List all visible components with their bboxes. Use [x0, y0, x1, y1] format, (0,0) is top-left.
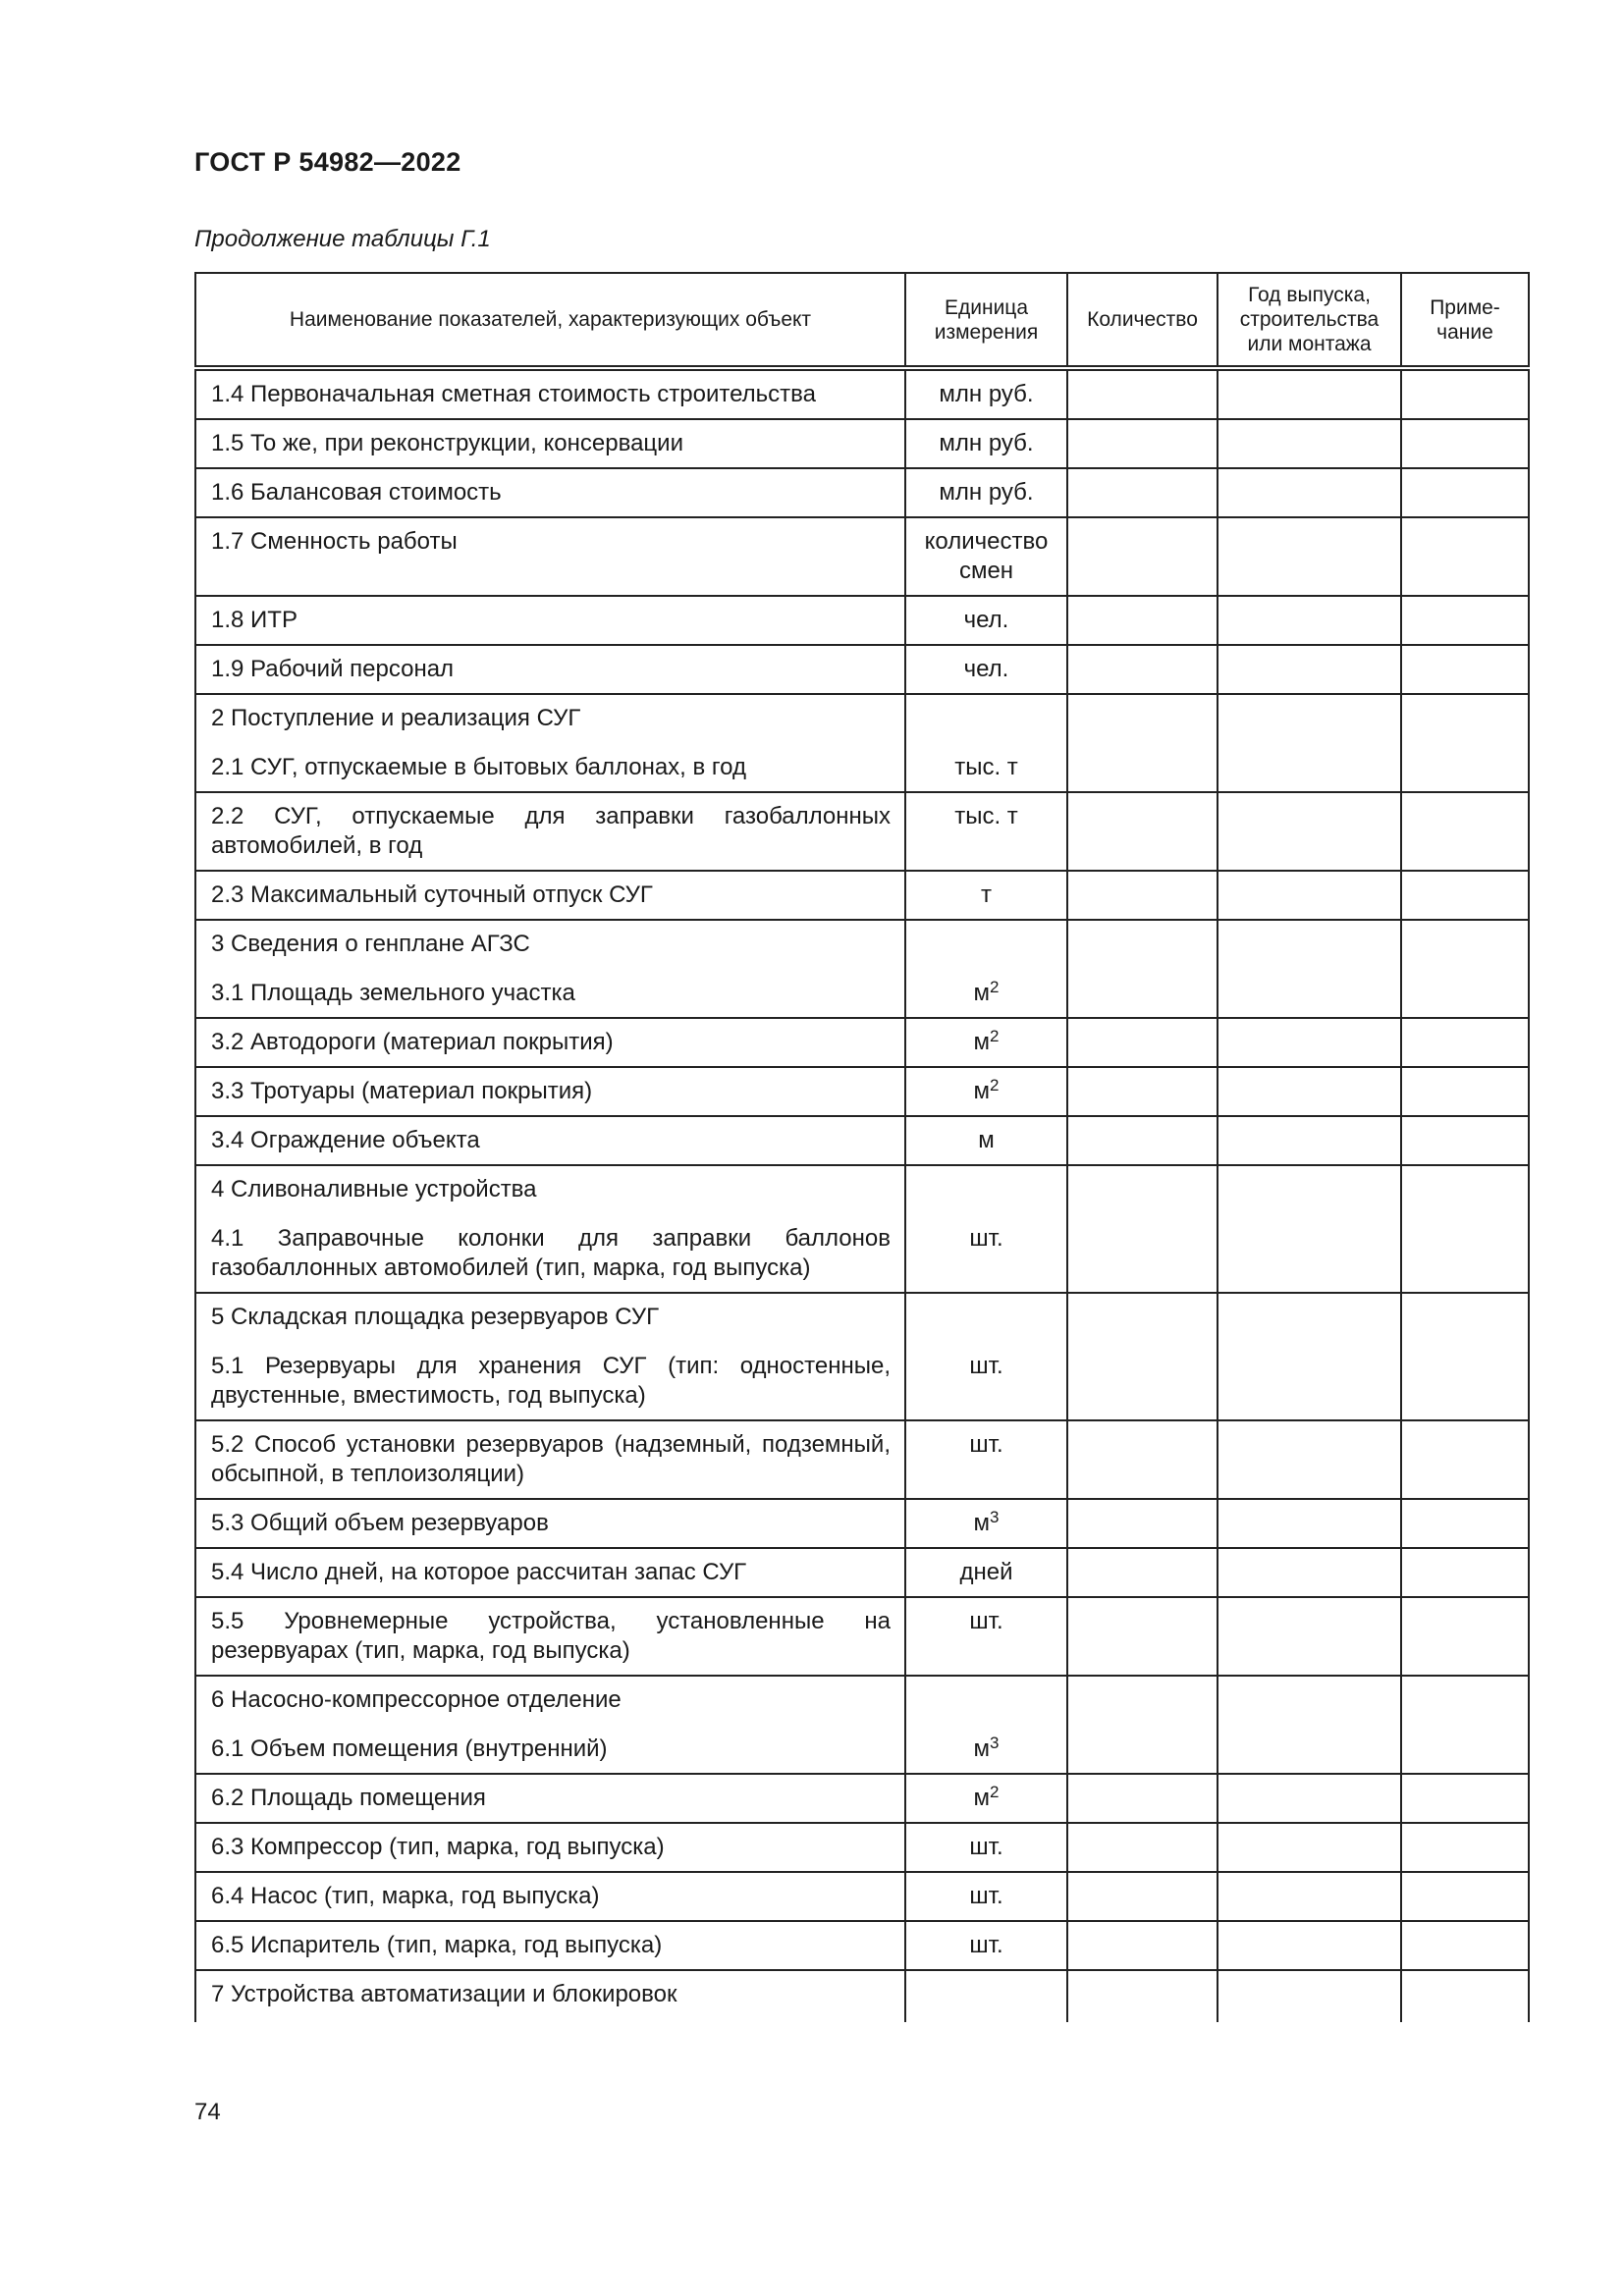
indicator-name-cell [195, 1597, 905, 1676]
col-header-year: Год выпуска, строительства или монтажа [1218, 273, 1401, 368]
unit-value [910, 979, 1062, 1008]
indicator-name: 7 Устройства автоматизации и блокировок [211, 1981, 677, 2007]
note-cell [1401, 596, 1529, 645]
unit-value [910, 606, 1062, 635]
unit-cell [905, 1116, 1067, 1165]
indicator-name-cell [195, 368, 905, 419]
indicator-name-cell [195, 468, 905, 517]
indicator-name-cell [195, 596, 905, 645]
col-header-unit: Единица измерения [905, 273, 1067, 368]
indicator-name-cell [195, 1293, 905, 1420]
table-row [195, 1499, 1529, 1548]
indicator-name: 5.4 Число дней, на которое рассчитан запас СУГ [211, 1559, 747, 1585]
indicator-name-cell [195, 1018, 905, 1067]
indicator-name: 3.1 Площадь земельного участка [211, 980, 575, 1006]
unit-text: смен [958, 558, 1014, 584]
unit-text: м [978, 1127, 995, 1153]
unit-value [910, 1430, 1062, 1460]
year-cell [1218, 517, 1401, 596]
indicator-name: 2.1 СУГ, отпускаемые в бытовых баллонах, в год [211, 754, 746, 780]
indicators-table [194, 272, 1530, 2022]
quantity-cell [1067, 596, 1218, 645]
unit-cell [905, 368, 1067, 419]
note-cell [1401, 1293, 1529, 1420]
note-cell [1401, 368, 1529, 419]
year-cell [1218, 1774, 1401, 1823]
unit-exponent: 2 [990, 1076, 1000, 1095]
year-cell [1218, 368, 1401, 419]
quantity-cell [1067, 871, 1218, 920]
note-cell [1401, 468, 1529, 517]
unit-value [910, 1509, 1062, 1538]
year-cell [1218, 596, 1401, 645]
unit-text: шт. [969, 1608, 1003, 1634]
unit-cell [905, 871, 1067, 920]
table-row [195, 1823, 1529, 1872]
table-row [195, 1548, 1529, 1597]
table-row [195, 1774, 1529, 1823]
year-cell [1218, 871, 1401, 920]
quantity-cell [1067, 1165, 1218, 1293]
indicator-name: 1.9 Рабочий персонал [211, 656, 455, 682]
unit-cell [905, 920, 1067, 1018]
year-cell [1218, 1293, 1401, 1420]
unit-text: м [973, 980, 991, 1006]
unit-text: чел. [963, 656, 1009, 682]
indicator-name-cell [195, 1872, 905, 1921]
quantity-cell [1067, 1921, 1218, 1970]
indicator-name: 2.2 СУГ, отпускаемые для заправки газобаллонных автомобилей, в год [211, 803, 891, 859]
unit-value [910, 1607, 1062, 1636]
note-cell [1401, 920, 1529, 1018]
indicator-name: 3.3 Тротуары (материал покрытия) [211, 1078, 593, 1104]
table-row [195, 792, 1529, 871]
unit-cell [905, 1420, 1067, 1499]
year-cell [1218, 1597, 1401, 1676]
table-row [195, 1676, 1529, 1774]
table-row [195, 1116, 1529, 1165]
indicator-name: 5.1 Резервуары для хранения СУГ (тип: одностенные, двустенные, вместимость, год выпуска) [211, 1353, 891, 1409]
unit-exponent: 3 [990, 1734, 1000, 1752]
unit-text: т [981, 881, 992, 908]
unit-cell [905, 517, 1067, 596]
unit-text: млн руб. [939, 381, 1034, 407]
line-gap [211, 1332, 891, 1352]
indicator-name-cell [195, 1676, 905, 1774]
unit-text: тыс. т [954, 803, 1018, 829]
table-row [195, 645, 1529, 694]
table-caption: Продолжение таблицы Г.1 [194, 226, 491, 252]
indicator-name: 2 Поступление и реализация СУГ [211, 705, 581, 731]
table-header-row [195, 273, 1529, 368]
indicator-name: 4.1 Заправочные колонки для заправки баллонов газобаллонных автомобилей (тип, марка, год выпуска) [211, 1225, 891, 1281]
unit-text: млн руб. [939, 430, 1034, 456]
table-row [195, 1420, 1529, 1499]
unit-exponent: 3 [990, 1508, 1000, 1526]
indicator-name-cell [195, 645, 905, 694]
indicator-name-cell [195, 1774, 905, 1823]
table-row [195, 1872, 1529, 1921]
unit-value [910, 527, 1062, 557]
indicator-name-cell [195, 1165, 905, 1293]
unit-exponent: 2 [990, 1783, 1000, 1801]
table-row [195, 1293, 1529, 1420]
document-id: ГОСТ Р 54982—2022 [194, 147, 461, 177]
unit-text: шт. [969, 1932, 1003, 1958]
note-cell [1401, 1165, 1529, 1293]
unit-cell [905, 1548, 1067, 1597]
unit-text: тыс. т [954, 754, 1018, 780]
year-cell [1218, 1823, 1401, 1872]
unit-cell [905, 1067, 1067, 1116]
indicator-name: 6 Насосно-компрессорное отделение [211, 1686, 622, 1713]
unit-cell [905, 1774, 1067, 1823]
note-cell [1401, 694, 1529, 792]
indicator-name: 5.5 Уровнемерные устройства, установленные на резервуарах (тип, марка, год выпуска) [211, 1608, 891, 1664]
unit-cell [905, 694, 1067, 792]
unit-value [910, 1077, 1062, 1106]
quantity-cell [1067, 1548, 1218, 1597]
note-cell [1401, 1676, 1529, 1774]
unit-value [910, 478, 1062, 507]
indicator-name-cell [195, 1823, 905, 1872]
unit-text: шт. [969, 1225, 1003, 1252]
unit-text: чел. [963, 607, 1009, 633]
year-cell [1218, 1921, 1401, 1970]
table-row [195, 1970, 1529, 2022]
quantity-cell [1067, 1676, 1218, 1774]
line-gap [910, 1175, 1062, 1224]
table-row [195, 1067, 1529, 1116]
indicator-name-cell [195, 1970, 905, 2022]
indicator-name: 1.8 ИТР [211, 607, 298, 633]
indicator-name-cell [195, 1420, 905, 1499]
unit-value [910, 1833, 1062, 1862]
year-cell [1218, 1872, 1401, 1921]
indicator-name: 5 Складская площадка резервуаров СУГ [211, 1304, 660, 1330]
line-gap [910, 1303, 1062, 1352]
indicator-name: 6.2 Площадь помещения [211, 1785, 486, 1811]
unit-text: шт. [969, 1431, 1003, 1458]
note-cell [1401, 1921, 1529, 1970]
note-cell [1401, 645, 1529, 694]
year-cell [1218, 1165, 1401, 1293]
note-cell [1401, 1548, 1529, 1597]
indicator-name: 3.2 Автодороги (материал покрытия) [211, 1029, 614, 1055]
indicator-name: 1.6 Балансовая стоимость [211, 479, 502, 506]
indicator-name-cell [195, 1499, 905, 1548]
col-header-name: Наименование показателей, характеризующих объект [195, 273, 905, 368]
quantity-cell [1067, 1293, 1218, 1420]
indicator-name: 1.7 Сменность работы [211, 528, 458, 555]
col-header-note: Приме-чание [1401, 273, 1529, 368]
unit-value [910, 753, 1062, 782]
unit-text: м [973, 1078, 991, 1104]
unit-value [910, 1558, 1062, 1587]
col-header-quantity: Количество [1067, 273, 1218, 368]
indicator-name: 3.4 Ограждение объекта [211, 1127, 480, 1153]
indicator-name: 1.5 То же, при реконструкции, консервации [211, 430, 683, 456]
unit-text: м [973, 1510, 991, 1536]
note-cell [1401, 1823, 1529, 1872]
table-row [195, 920, 1529, 1018]
quantity-cell [1067, 1067, 1218, 1116]
note-cell [1401, 871, 1529, 920]
quantity-cell [1067, 792, 1218, 871]
unit-value [910, 557, 1062, 586]
indicator-name: 2.3 Максимальный суточный отпуск СУГ [211, 881, 653, 908]
year-cell [1218, 1018, 1401, 1067]
unit-value [910, 1028, 1062, 1057]
table-row [195, 1018, 1529, 1067]
unit-cell [905, 1921, 1067, 1970]
indicator-name: 5.2 Способ установки резервуаров (надземный, подземный, обсыпной, в теплоизоляции) [211, 1431, 891, 1487]
table-body [195, 368, 1529, 2022]
table-row [195, 1165, 1529, 1293]
unit-cell [905, 1165, 1067, 1293]
unit-text: дней [959, 1559, 1013, 1585]
year-cell [1218, 1970, 1401, 2022]
unit-value [910, 881, 1062, 910]
table-row [195, 871, 1529, 920]
line-gap [211, 1204, 891, 1224]
year-cell [1218, 1067, 1401, 1116]
quantity-cell [1067, 694, 1218, 792]
indicator-name-cell [195, 792, 905, 871]
quantity-cell [1067, 1774, 1218, 1823]
quantity-cell [1067, 368, 1218, 419]
quantity-cell [1067, 1823, 1218, 1872]
unit-value [910, 429, 1062, 458]
indicator-name: 3 Сведения о генплане АГЗС [211, 931, 530, 957]
quantity-cell [1067, 1597, 1218, 1676]
indicator-name: 6.3 Компрессор (тип, марка, год выпуска) [211, 1834, 665, 1860]
table-row [195, 368, 1529, 419]
unit-text: количество [924, 528, 1049, 555]
indicator-name: 5.3 Общий объем резервуаров [211, 1510, 549, 1536]
quantity-cell [1067, 468, 1218, 517]
unit-value [910, 1126, 1062, 1155]
unit-value [910, 1352, 1062, 1381]
unit-text: шт. [969, 1883, 1003, 1909]
unit-value [910, 1735, 1062, 1764]
indicator-name: 4 Сливоналивные устройства [211, 1176, 537, 1202]
unit-value [910, 1224, 1062, 1254]
indicator-name-cell [195, 1067, 905, 1116]
unit-cell [905, 468, 1067, 517]
unit-cell [905, 1823, 1067, 1872]
indicator-name-cell [195, 517, 905, 596]
year-cell [1218, 1499, 1401, 1548]
indicator-name: 1.4 Первоначальная сметная стоимость строительства [211, 381, 816, 407]
line-gap [211, 733, 891, 753]
year-cell [1218, 468, 1401, 517]
note-cell [1401, 419, 1529, 468]
table-row [195, 517, 1529, 596]
unit-cell [905, 1499, 1067, 1548]
unit-cell [905, 1597, 1067, 1676]
line-gap [211, 959, 891, 979]
indicator-name-cell [195, 871, 905, 920]
year-cell [1218, 419, 1401, 468]
table-row [195, 1597, 1529, 1676]
unit-cell [905, 1293, 1067, 1420]
year-cell [1218, 1420, 1401, 1499]
year-cell [1218, 1116, 1401, 1165]
year-cell [1218, 694, 1401, 792]
unit-text: м [973, 1735, 991, 1762]
quantity-cell [1067, 1018, 1218, 1067]
table-row [195, 1921, 1529, 1970]
note-cell [1401, 1499, 1529, 1548]
note-cell [1401, 517, 1529, 596]
unit-exponent: 2 [990, 978, 1000, 996]
table-row [195, 596, 1529, 645]
unit-text: шт. [969, 1353, 1003, 1379]
quantity-cell [1067, 1872, 1218, 1921]
unit-value [910, 380, 1062, 409]
page-number: 74 [194, 2099, 221, 2125]
unit-value [910, 1882, 1062, 1911]
unit-cell [905, 645, 1067, 694]
unit-cell [905, 1018, 1067, 1067]
unit-cell [905, 596, 1067, 645]
indicator-name-cell [195, 419, 905, 468]
note-cell [1401, 1116, 1529, 1165]
quantity-cell [1067, 1970, 1218, 2022]
indicator-name-cell [195, 1921, 905, 1970]
unit-value [910, 1931, 1062, 1960]
quantity-cell [1067, 1499, 1218, 1548]
unit-cell [905, 1676, 1067, 1774]
unit-exponent: 2 [990, 1027, 1000, 1045]
unit-text: м [973, 1785, 991, 1811]
year-cell [1218, 1676, 1401, 1774]
indicator-name-cell [195, 694, 905, 792]
unit-cell [905, 1970, 1067, 2022]
note-cell [1401, 1774, 1529, 1823]
unit-text: шт. [969, 1834, 1003, 1860]
year-cell [1218, 1548, 1401, 1597]
line-gap [211, 1715, 891, 1735]
indicator-name: 6.4 Насос (тип, марка, год выпуска) [211, 1883, 600, 1909]
unit-text: м [973, 1029, 991, 1055]
unit-value [910, 1784, 1062, 1813]
indicator-name: 6.1 Объем помещения (внутренний) [211, 1735, 608, 1762]
note-cell [1401, 792, 1529, 871]
table-row [195, 419, 1529, 468]
indicator-name-cell [195, 1116, 905, 1165]
year-cell [1218, 645, 1401, 694]
unit-value [910, 655, 1062, 684]
quantity-cell [1067, 1116, 1218, 1165]
year-cell [1218, 920, 1401, 1018]
unit-cell [905, 792, 1067, 871]
note-cell [1401, 1597, 1529, 1676]
quantity-cell [1067, 1420, 1218, 1499]
note-cell [1401, 1018, 1529, 1067]
quantity-cell [1067, 517, 1218, 596]
indicator-name-cell [195, 920, 905, 1018]
year-cell [1218, 792, 1401, 871]
indicator-name-cell [195, 1548, 905, 1597]
note-cell [1401, 1970, 1529, 2022]
note-cell [1401, 1067, 1529, 1116]
unit-cell [905, 1872, 1067, 1921]
note-cell [1401, 1872, 1529, 1921]
unit-value [910, 802, 1062, 831]
note-cell [1401, 1420, 1529, 1499]
unit-cell [905, 419, 1067, 468]
quantity-cell [1067, 920, 1218, 1018]
table-row [195, 468, 1529, 517]
quantity-cell [1067, 645, 1218, 694]
table-row [195, 694, 1529, 792]
quantity-cell [1067, 419, 1218, 468]
unit-text: млн руб. [939, 479, 1034, 506]
indicator-name: 6.5 Испаритель (тип, марка, год выпуска) [211, 1932, 663, 1958]
